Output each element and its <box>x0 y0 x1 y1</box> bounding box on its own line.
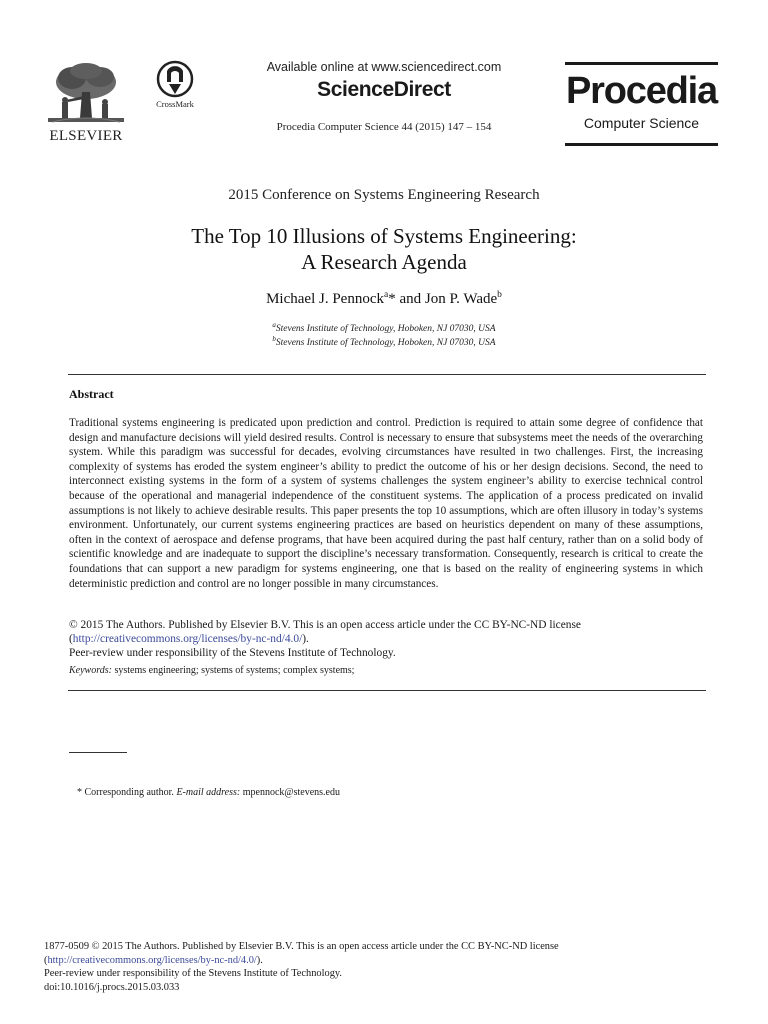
procedia-rule-top <box>565 62 718 65</box>
keywords-label: Keywords: <box>69 665 112 676</box>
keywords <box>69 665 354 676</box>
crossmark-badge[interactable] <box>150 60 200 112</box>
affiliation-text: Stevens Institute of Technology, Hoboken, NJ 07030, USA <box>275 338 496 349</box>
author-name: Michael J. Pennock <box>266 291 384 307</box>
conference-name: 2015 Conference on Systems Engineering Research <box>228 187 540 203</box>
affiliation-marker: a <box>383 290 389 300</box>
journal-reference: Procedia Computer Science 44 (2015) 147 – 154 <box>276 121 492 133</box>
journal-header <box>200 58 568 133</box>
crossmark-icon <box>150 60 200 98</box>
available-online-text: Available online at www.sciencedirect.com <box>266 60 502 74</box>
crossmark-label: CrossMark <box>156 99 194 109</box>
footer-license-link[interactable]: http://creativecommons.org/licenses/by-nc-nd/4.0/ <box>47 954 257 966</box>
elsevier-logo <box>44 62 128 146</box>
elsevier-tree-icon <box>44 62 128 126</box>
author-list <box>0 290 768 308</box>
author-name: Jon P. Wade <box>424 291 498 307</box>
procedia-subtitle: Computer Science <box>583 115 700 131</box>
license-link-line <box>69 632 709 646</box>
corresponding-author-mark: * <box>388 291 396 307</box>
footer-link-line <box>44 954 724 968</box>
footer-peer-review-line: Peer-review under responsibility of the Stevens Institute of Technology. <box>44 968 343 980</box>
footnote-prefix: * Corresponding author. <box>77 787 177 798</box>
abstract-top-rule <box>68 374 706 375</box>
affiliation-line <box>0 321 768 334</box>
corresponding-author-footnote <box>77 787 340 798</box>
sciencedirect-logo: ScienceDirect <box>317 78 451 101</box>
license-link-open: ( <box>69 633 73 646</box>
footer-license-line: 1877-0509 © 2015 The Authors. Published by Elsevier B.V. This is an open access article under the CC BY-NC-ND license <box>44 941 559 952</box>
paper-title <box>0 223 768 275</box>
affiliation-text: Stevens Institute of Technology, Hoboken, NJ 07030, USA <box>275 324 496 335</box>
elsevier-wordmark: ELSEVIER <box>49 128 123 144</box>
procedia-logo <box>565 62 718 146</box>
paper-title-line-1: The Top 10 Illusions of Systems Engineering: <box>191 224 577 248</box>
affiliation-line <box>0 335 768 348</box>
email-label: E-mail address: <box>176 787 241 798</box>
footer-link-open: ( <box>44 954 48 966</box>
license-line: © 2015 The Authors. Published by Elsevier B.V. This is an open access article under the CC BY-NC-ND license <box>69 619 581 631</box>
doi[interactable]: doi:10.1016/j.procs.2015.03.033 <box>44 981 180 993</box>
peer-review-line: Peer-review under responsibility of the Stevens Institute of Technology. <box>69 647 396 660</box>
paper-title-line-2: A Research Agenda <box>301 250 467 274</box>
email-address[interactable]: mpennock@stevens.edu <box>240 787 340 798</box>
keywords-value: systems engineering; systems of systems; complex systems; <box>111 665 355 676</box>
author-joiner: and <box>395 291 425 307</box>
abstract-body: Traditional systems engineering is predicated upon prediction and control. Prediction is required to attain some degree of confidence that design and manufacture decisions will yield desired results. Control is necessary to ensure that subsystems meet the needs of the overarching system. While this paradigm was successful for decades, evolving circumstances have resulted in two challenges. First, the increasing complexity of systems has eroded the system engineer’s ability to predict the outcome of his or her design decisions. Second, the need to interconnect existing systems in the form of a system of systems challenges the system engineer’s ability to exercise technical control because of the operational and managerial independence of the constituent systems. The application of a process predicated on invalid assumptions is not likely to achieve desirable results. This paper presents the top 10 assumptions, which are often illusory in today’s systems environment. Unfortunately, our current systems engineering practices are based on heuristics dependent on many of these assumptions, often in the context of aerospace and defense programs, that have been acquired during the past half century, rather than on a solid body of scientific knowledge and are inadequate to support the discipline’s necessary transformation. Consequently, research is critical to create the foundations that can support a new paradigm for systems engineering, one that is based on the reality of engineering systems in which deterministic prediction and control are no longer possible in many circumstances. <box>69 417 703 590</box>
procedia-wordmark: Procedia <box>566 70 717 112</box>
procedia-rule-bottom <box>565 143 718 146</box>
footnote-rule <box>69 752 127 753</box>
affiliation-marker: b <box>497 290 502 300</box>
affiliation-marker: a <box>272 321 276 329</box>
abstract-heading: Abstract <box>69 387 114 401</box>
affiliation-marker: b <box>272 335 276 343</box>
abstract-bottom-rule <box>68 690 706 691</box>
license-link[interactable]: http://creativecommons.org/licenses/by-nc-nd/4.0/ <box>72 633 303 646</box>
license-statement <box>69 618 709 661</box>
page-footer <box>44 940 724 994</box>
license-link-close: ). <box>302 633 309 646</box>
footer-link-close: ). <box>256 954 263 966</box>
